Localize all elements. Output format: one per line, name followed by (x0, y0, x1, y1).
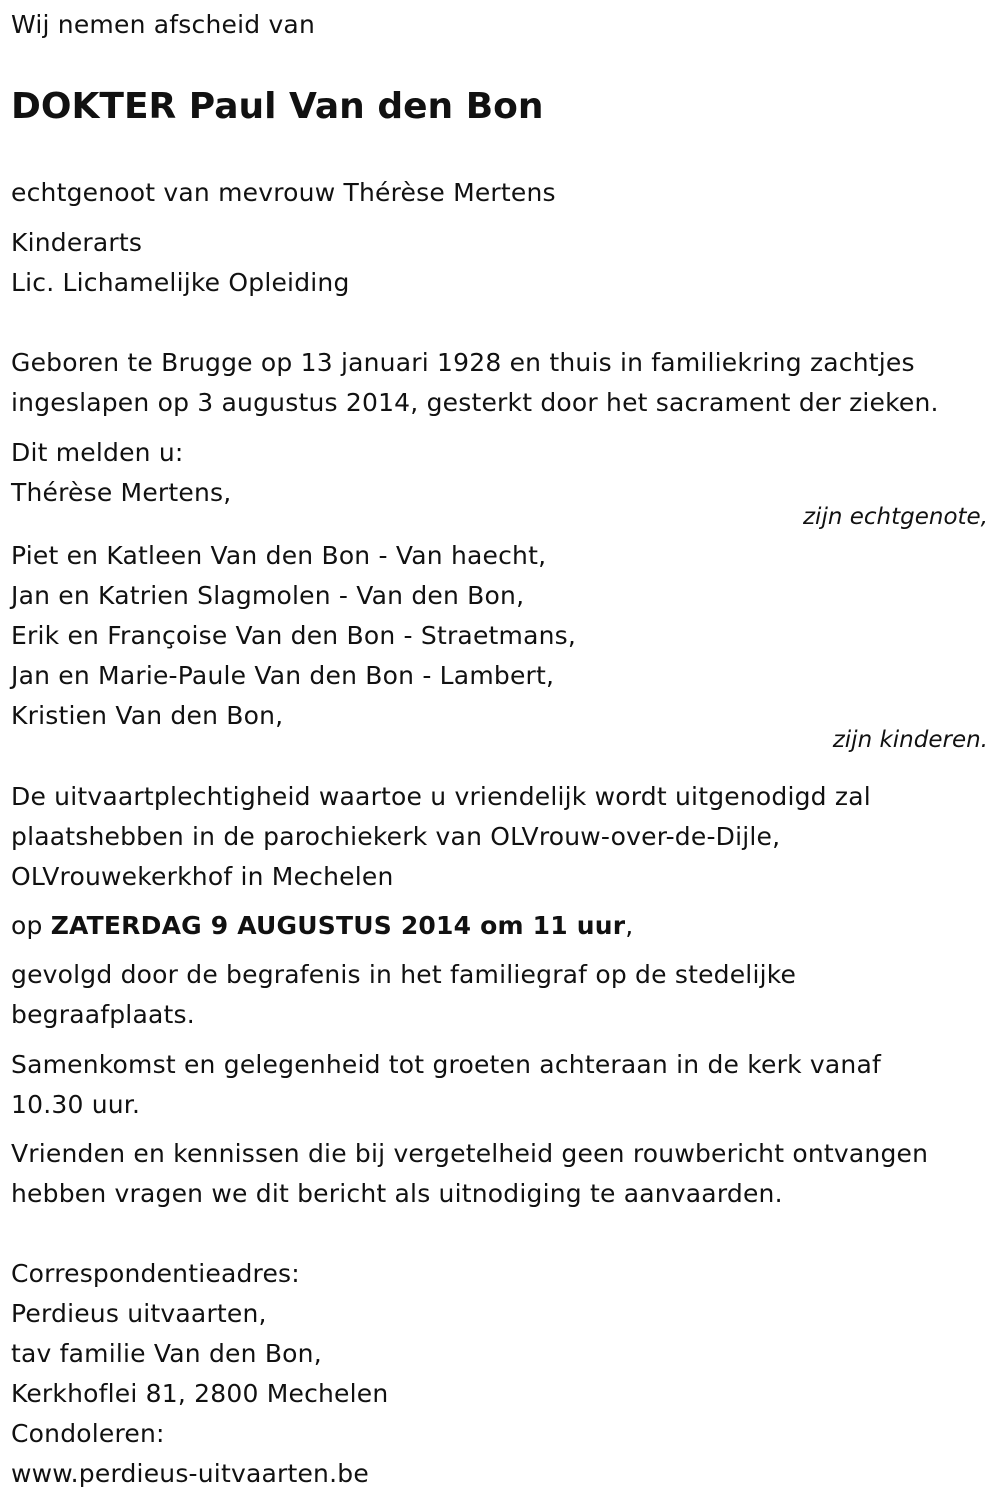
spouse-name: Thérèse Mertens, (11, 478, 232, 507)
burial-line-1: gevolgd door de begrafenis in het familiegraf op de stedelijke (11, 960, 797, 989)
profession-line-1: Kinderarts (11, 228, 143, 257)
ceremony-line-2: plaatshebben in de parochiekerk van OLVrouw-over-de-Dijle, (11, 822, 781, 851)
profession-line-2: Lic. Lichamelijke Opleiding (11, 268, 350, 297)
spouse-role: zijn echtgenote, (802, 504, 988, 530)
friends-line-1: Vrienden en kennissen die bij vergetelheid geen rouwbericht ontvangen (11, 1139, 929, 1168)
meeting-line-2: 10.30 uur. (11, 1090, 141, 1119)
ceremony-line-3: OLVrouwekerkhof in Mechelen (11, 862, 394, 891)
children-role: zijn kinderen. (832, 727, 988, 753)
deceased-name-title: DOKTER Paul Van den Bon (11, 86, 544, 127)
intro-text: Wij nemen afscheid van (11, 10, 315, 39)
announce-line: Dit melden u: (11, 438, 184, 467)
address-line-2: tav familie Van den Bon, (11, 1339, 322, 1368)
condolence-label: Condoleren: (11, 1419, 165, 1448)
ceremony-line-1: De uitvaartplechtigheid waartoe u vriendelijk wordt uitgenodigd zal (11, 782, 871, 811)
child-line: Kristien Van den Bon, (11, 701, 284, 730)
child-line: Jan en Marie-Paule Van den Bon - Lambert, (11, 661, 555, 690)
date-prefix: op (11, 911, 51, 940)
ceremony-date: ZATERDAG 9 AUGUSTUS 2014 om 11 uur (50, 911, 626, 940)
website-link[interactable]: www.perdieus-uitvaarten.be (11, 1459, 369, 1488)
correspondence-label: Correspondentieadres: (11, 1259, 300, 1288)
friends-line-2: hebben vragen we dit bericht als uitnodiging te aanvaarden. (11, 1179, 783, 1208)
address-line-3: Kerkhoflei 81, 2800 Mechelen (11, 1379, 389, 1408)
ceremony-date-line (11, 911, 633, 941)
birth-line-2: ingeslapen op 3 augustus 2014, gesterkt door het sacrament der zieken. (11, 388, 939, 417)
burial-line-2: begraafplaats. (11, 1000, 195, 1029)
address-line-1: Perdieus uitvaarten, (11, 1299, 267, 1328)
child-line: Jan en Katrien Slagmolen - Van den Bon, (11, 581, 525, 610)
meeting-line-1: Samenkomst en gelegenheid tot groeten achteraan in de kerk vanaf (11, 1050, 881, 1079)
child-line: Piet en Katleen Van den Bon - Van haecht, (11, 541, 547, 570)
birth-line-1: Geboren te Brugge op 13 januari 1928 en thuis in familiekring zachtjes (11, 348, 915, 377)
child-line: Erik en Françoise Van den Bon - Straetmans, (11, 621, 577, 650)
spouse-line: echtgenoot van mevrouw Thérèse Mertens (11, 178, 556, 207)
date-suffix: , (625, 911, 634, 940)
